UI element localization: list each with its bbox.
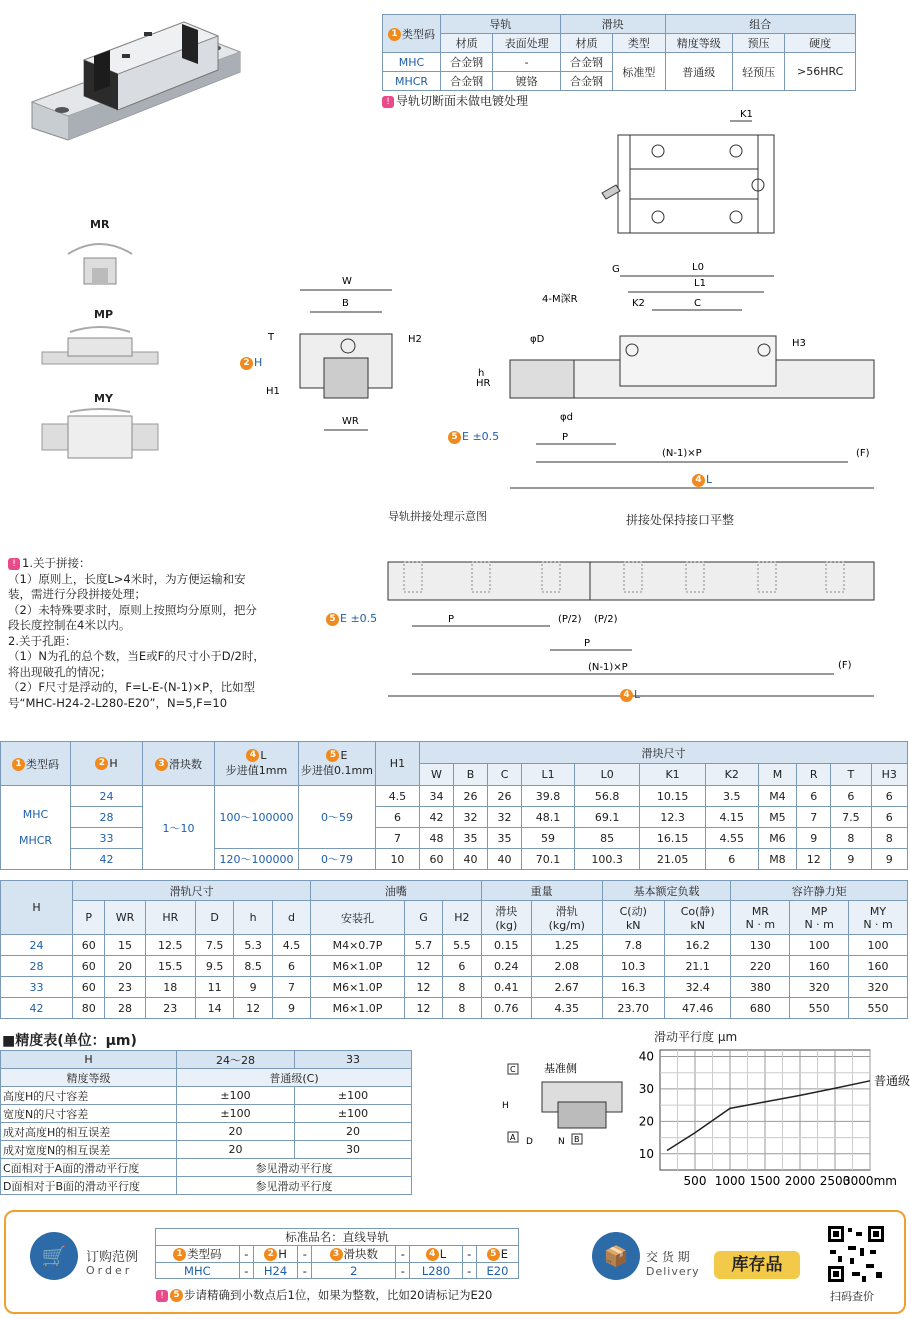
series-label: 普通级	[874, 1073, 910, 1088]
svg-text:(P/2): (P/2)	[594, 614, 618, 625]
chart-y-ticks	[639, 1049, 654, 1160]
order-table: 标准品名：直线导轨 1 类型码 - 2 H - 3 滑块数 - 4 L - 5 E MHC - H24 - 2 - L280 - E20	[155, 1228, 519, 1279]
x-tick-label: 2000	[784, 1174, 816, 1188]
order-note: ! 5 步请精确到小数点后1位，如果为整数，比如20请标记为E20	[156, 1287, 492, 1303]
svg-text:φD: φD	[530, 334, 545, 345]
moment-diagrams: MR MP MY	[40, 212, 160, 462]
precision-title: ■精度表(单位：μm)	[2, 1033, 137, 1049]
svg-text:h: h	[478, 368, 485, 379]
svg-text:H: H	[502, 1101, 509, 1111]
y-tick-label: 10	[638, 1146, 654, 1161]
splice-note: 拼接处保持接口平整	[626, 513, 735, 527]
svg-text:P: P	[562, 432, 569, 443]
svg-text:(P/2): (P/2)	[558, 614, 582, 625]
cart-icon: 🛒	[30, 1232, 78, 1280]
splice-drawing	[388, 560, 878, 700]
svg-text:G: G	[612, 264, 620, 275]
order-label: 订购范例	[86, 1250, 139, 1265]
l-label: 4 L	[692, 473, 712, 487]
e-label: 5 E ±0.5	[448, 430, 499, 444]
x-tick-label: 1500	[749, 1174, 781, 1188]
product-photo	[14, 10, 244, 160]
svg-text:(N-1)×P: (N-1)×P	[662, 448, 702, 459]
x-tick-label: 3000mm	[843, 1174, 897, 1188]
top-view-drawing	[590, 105, 790, 240]
y-tick-label: 30	[638, 1081, 654, 1096]
order-label-en: Order	[86, 1264, 133, 1277]
parallelism-chart	[630, 1044, 910, 1192]
svg-text:W: W	[342, 276, 352, 287]
svg-text:A: A	[510, 1133, 516, 1142]
rail-table: H 滑轨尺寸 油嘴 重量 基本额定负载 容许静力矩 P WR HR D h d 安装孔 G H2 滑块 (kg) 滑轨 (kg/m) C(动) kN Co(静) kN MR N · m MP N · m MY N · m 24 60 15 12.5 7.5 5.3 4.5 M4×0.7P 5.7 5.5 0.15 1.25 7.8 16.2 130 100 100 28 60 20 15.5 9.5 8.5 6 M6×1.0P 12 6 0.24 2.08 10.3 21.1 220 160 160 33 60 23 18 11 9 7 M6×1.0P 12 8 0.41 2.67 16.3 32.4 380 320 320 42 80 28 23 14 12 9 M6×1.0P 12 8 0.76 4.35 23.70 47.46 680 550 550	[0, 880, 908, 1019]
spec-table: 1 类型码 导轨 滑块 组合 材质 表面处理 材质 类型 精度等级 预压 硬度 MHC 合金钢 - 合金钢 标准型 普通级 轻预压 >56HRC MHCR 合金钢 镀铬 合金钢	[382, 14, 856, 91]
svg-text:B: B	[342, 298, 349, 309]
splice-title: 导轨拼接处理示意图	[388, 510, 487, 523]
x-tick-label: 500	[683, 1174, 707, 1188]
svg-text:P: P	[448, 614, 455, 625]
precision-table: H 24～28 33 精度等级 普通级(C) 高度H的尺寸容差 ±100 ±100 宽度N的尺寸容差 ±100 ±100 成对高度H的相互误差 20 20 成对宽度N的相互误差 20 30 C面相对于A面的滑动平行度 参见滑动平行度 D面相对于B面的滑动平行度 参见滑动平行度	[0, 1050, 412, 1195]
delivery-label: 交 货 期	[646, 1250, 690, 1264]
svg-text:L0: L0	[692, 262, 704, 273]
svg-text:WR: WR	[342, 416, 359, 427]
cross-section-drawing	[240, 272, 420, 442]
y-tick-label: 40	[638, 1049, 654, 1064]
x-tick-label: 1000	[714, 1174, 746, 1188]
spec-note: ! 导轨切断面未做电镀处理	[382, 92, 528, 109]
svg-text:HR: HR	[476, 378, 491, 389]
svg-text:H3: H3	[792, 338, 806, 349]
svg-text:K2: K2	[632, 298, 645, 309]
chart-x-ticks	[684, 1174, 897, 1188]
delivery-icon: 📦	[592, 1232, 640, 1280]
svg-text:(F): (F)	[838, 660, 852, 671]
svg-text:φd: φd	[560, 412, 573, 423]
svg-text:H2: H2	[408, 334, 422, 345]
chart-title: 滑动平行度 μm	[654, 1030, 738, 1044]
svg-text:P: P	[584, 638, 591, 649]
y-tick-label: 20	[638, 1114, 654, 1129]
chart-grid	[660, 1050, 870, 1170]
notes-block: ! 1.关于拼接： （1）原则上，长度L>4米时，为方便运输和安 装，需进行分段拼接处理； （2）未特殊要求时，原则上按照均分原则，把分 段长度控制在4米以内。 2.关于孔距： （1）N为孔的总个数，当E或F的尺寸小于D/2时， 将出现破孔的情况； （2）F尺寸是浮动的，F=L-E-(N-1)×P，比如型 号“MHC-H24-2-L280-E20”，N=5,F=10	[8, 556, 265, 710]
svg-text:T: T	[268, 332, 275, 343]
dimension-table: 1 类型码 2 H 3 滑块数 4 L 步进值1mm 5 E 步进值0.1mm H1 滑块尺寸 W B C L1 L0 K1 K2 M R T H3 MHC MHCR 24 1～10 100～100000 0～59 4.5 34 26 26 39.8 56.8 10.15 3.5 M4 6 6 6 28 6 42 32 32 48.1 69.1 12.3 4.15 M5 7 7.5 6 33 7 48 35 35 59 85 16.15 4.55 M6 9 8 8 42 120～100000 0～79 10 60 40 40 70.1 100.3 21.05 6 M8 12 9 9	[0, 741, 908, 870]
scan-label: 扫码查价	[830, 1290, 874, 1303]
svg-text:C: C	[510, 1065, 516, 1074]
qr-code[interactable]	[826, 1224, 886, 1284]
svg-text:K1: K1	[740, 109, 753, 120]
h-label: 2 H	[240, 356, 262, 370]
side-view-drawing	[452, 256, 888, 496]
stock-badge: 库存品	[714, 1251, 800, 1279]
svg-text:(N-1)×P: (N-1)×P	[588, 662, 628, 673]
svg-text:D: D	[526, 1137, 533, 1147]
svg-text:4-M深R: 4-M深R	[542, 294, 578, 305]
svg-text:(F): (F)	[856, 448, 870, 459]
splice-e-label: 5 E ±0.5	[326, 612, 377, 626]
svg-text:L1: L1	[694, 278, 706, 289]
svg-text:B: B	[574, 1135, 580, 1144]
delivery-label-en: Delivery	[646, 1265, 700, 1278]
splice-l-label: 4 L	[620, 688, 640, 702]
svg-text:N: N	[558, 1137, 565, 1147]
reference-diagram	[500, 1060, 630, 1160]
svg-text:基准侧: 基准侧	[544, 1062, 577, 1075]
svg-text:C: C	[694, 298, 701, 309]
x-tick-label: 2500	[819, 1174, 851, 1188]
svg-text:H1: H1	[266, 386, 280, 397]
